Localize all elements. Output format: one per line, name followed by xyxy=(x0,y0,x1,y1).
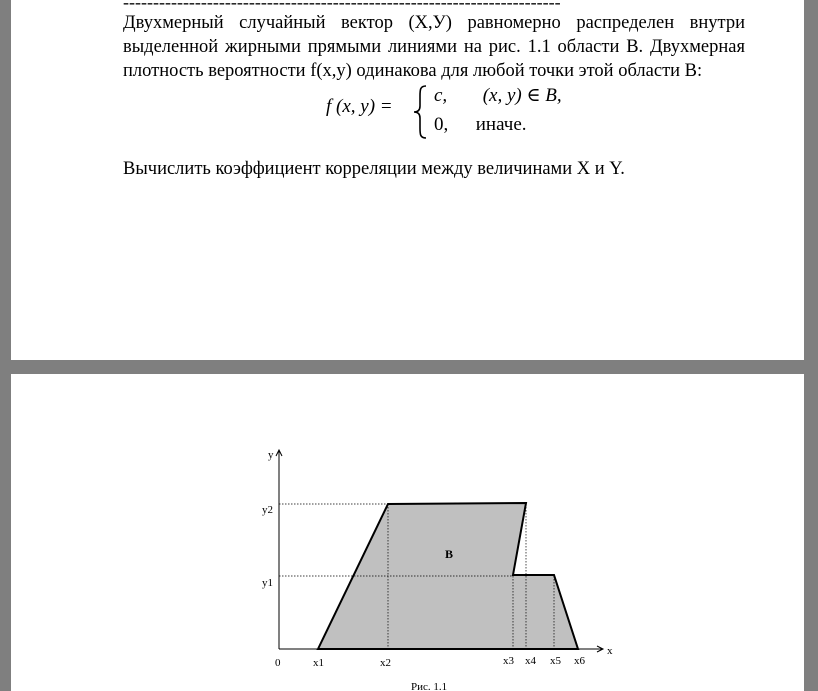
y-axis-label: y xyxy=(268,449,274,461)
formula-lhs: f (x, y) = xyxy=(326,96,393,117)
paragraph-line: плотность вероятности f(x,y) одинакова для любой точки этой области B: xyxy=(123,61,703,81)
paragraph-line: Двухмерный случайный вектор (Х,У) равномерно распределен внутри xyxy=(123,13,745,33)
separator-dashes: ------------------------------------------------------------------------- xyxy=(123,0,561,12)
x-axis-label: x xyxy=(607,645,613,657)
origin-label: 0 xyxy=(275,657,281,669)
x-tick-label: x6 xyxy=(574,655,585,667)
document-page-1 xyxy=(11,0,804,360)
x-tick-label: x2 xyxy=(380,657,391,669)
question-text: Вычислить коэффициент корреляции между величинами X и Y. xyxy=(123,159,625,179)
figure-1-1 xyxy=(11,374,804,691)
x-tick-label: x4 xyxy=(525,655,536,667)
case2-condition: иначе. xyxy=(475,114,527,135)
density-formula xyxy=(326,84,586,140)
figure-caption: Рис. 1.1 xyxy=(411,681,448,691)
x-tick-label: x1 xyxy=(313,657,324,669)
y-tick-label: y1 xyxy=(262,577,273,589)
paragraph-line: выделенной жирными прямыми линиями на рис. 1.1 области B. Двухмерная xyxy=(123,37,745,57)
formula-case-1 xyxy=(434,84,562,107)
x-tick-label: x3 xyxy=(503,655,514,667)
y-tick-label: y2 xyxy=(262,504,273,516)
case1-condition: (x, y) ∈ B, xyxy=(482,85,562,106)
curly-brace-icon xyxy=(412,84,432,140)
x-tick-label: x5 xyxy=(550,655,561,667)
document-page-2 xyxy=(11,374,804,691)
case1-value: c, xyxy=(434,85,448,106)
case2-value: 0, xyxy=(434,114,449,135)
region-label: B xyxy=(445,547,454,561)
formula-case-2 xyxy=(434,114,527,136)
problem-paragraph xyxy=(123,11,745,83)
